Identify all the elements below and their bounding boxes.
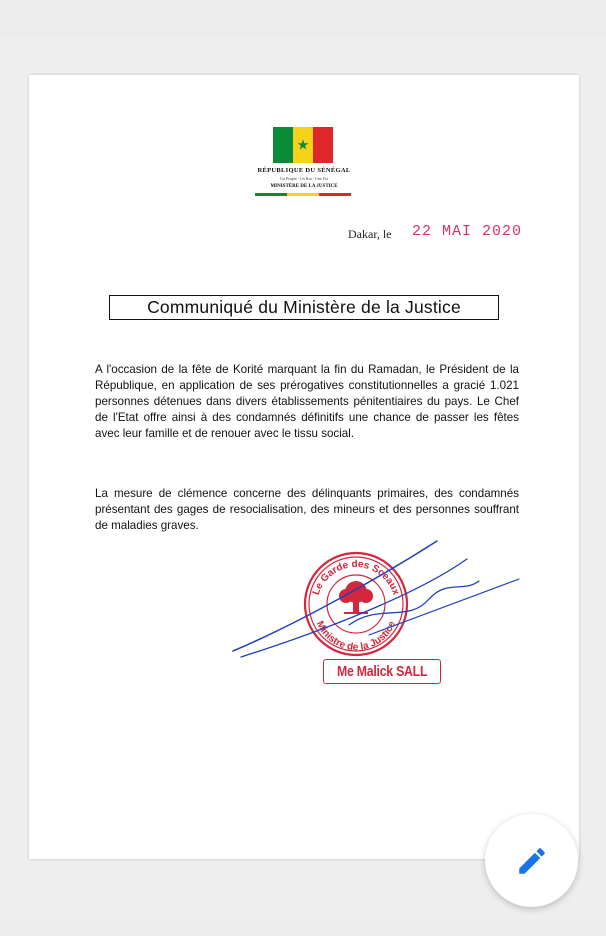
date-stamp: 22 MAI 2020 [412, 223, 523, 240]
senegal-flag-icon: ★ [273, 127, 333, 163]
stamp-bottom-text: Ministre de la Justice [313, 619, 399, 654]
bottom-bar [0, 920, 606, 936]
letterhead-stripe [255, 193, 351, 196]
document-page [29, 75, 579, 859]
handwritten-signature [219, 533, 539, 663]
date-prefix: Dakar, le [348, 227, 392, 241]
signatory-name: Me Malick SALL [336, 663, 428, 680]
title-box [109, 295, 499, 320]
document-title: Communiqué du Ministère de la Justice [147, 297, 461, 317]
stamp-top-text: Le Garde des Sceaux [310, 558, 402, 597]
paragraph-2: La mesure de clémence concerne des délinquants primaires, des condamnés présentant des gages de resocialisation, des mineurs et des personnes souffrant de maladies graves. [95, 487, 519, 532]
signatory-stamp [323, 659, 441, 684]
ministry-name: MINISTÈRE DE LA JUSTICE [270, 184, 338, 189]
edit-fab-button[interactable] [485, 814, 578, 907]
pencil-edit-icon [515, 844, 549, 878]
letterhead [29, 127, 579, 207]
paragraph-1: A l'occasion de la fête de Korité marquant la fin du Ramadan, le Président de la République, en application de ses prérogatives constitutionnelles a gracié 1.021 personnes détenues dans divers établissements pénitentiaires du pays. Le Chef de l'Etat offre ainsi à des condamnés définitifs une chance de passer les fêtes avec leur famille et de renouer avec le tissu social. [95, 363, 519, 440]
top-bar [0, 0, 606, 36]
national-motto: Un Peuple - Un But - Une Foi [279, 176, 329, 181]
republic-name: RÉPUBLIQUE DU SÉNÉGAL [257, 167, 351, 174]
